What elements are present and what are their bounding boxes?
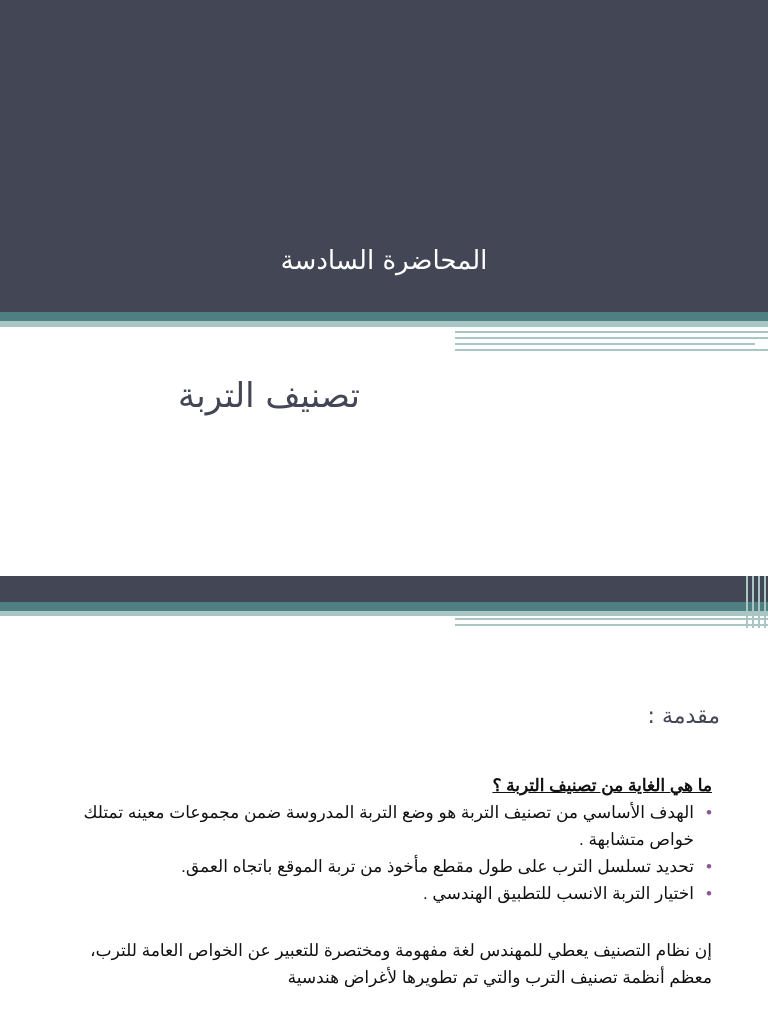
bullet-icon: • bbox=[706, 884, 712, 903]
header-band bbox=[0, 576, 768, 602]
bullet-icon: • bbox=[706, 803, 712, 822]
title-band bbox=[0, 0, 768, 312]
lecture-title: المحاضرة السادسة bbox=[280, 246, 488, 276]
list-item bbox=[52, 880, 712, 907]
slide-intro bbox=[0, 576, 768, 1024]
list-item-text: تحديد تسلسل الترب على طول مقطع مأخوذ من تربة الموقع باتجاه العمق. bbox=[181, 857, 694, 876]
slide-content bbox=[52, 772, 712, 991]
list-item bbox=[52, 853, 712, 880]
list-item-text: الهدف الأساسي من تصنيف التربة هو وضع التربة المدروسة ضمن مجموعات معينه تمتلك خواص متشابهة . bbox=[83, 803, 694, 849]
decorative-bars bbox=[744, 576, 768, 628]
decorative-lines bbox=[455, 616, 768, 628]
accent-stripe bbox=[0, 602, 768, 611]
list-item bbox=[52, 799, 712, 853]
list-item-text: اختيار التربة الانسب للتطبيق الهندسي . bbox=[422, 884, 694, 903]
section-heading: مقدمة : bbox=[647, 704, 720, 729]
question-text: ما هي الغاية من تصنيف التربة ؟ bbox=[492, 776, 712, 795]
decorative-lines bbox=[455, 327, 768, 357]
intro-paragraph: إن نظام التصنيف يعطي للمهندس لغة مفهومة ومختصرة للتعبير عن الخواص العامة للترب، معظم أنظمة تصنيف الترب والتي تم تطويرها لأغراض هندسية bbox=[90, 941, 712, 987]
bullet-icon: • bbox=[706, 857, 712, 876]
bullet-list bbox=[52, 799, 712, 907]
accent-stripe bbox=[0, 312, 768, 321]
slide-subtitle: تصنيف التربة bbox=[178, 376, 360, 416]
